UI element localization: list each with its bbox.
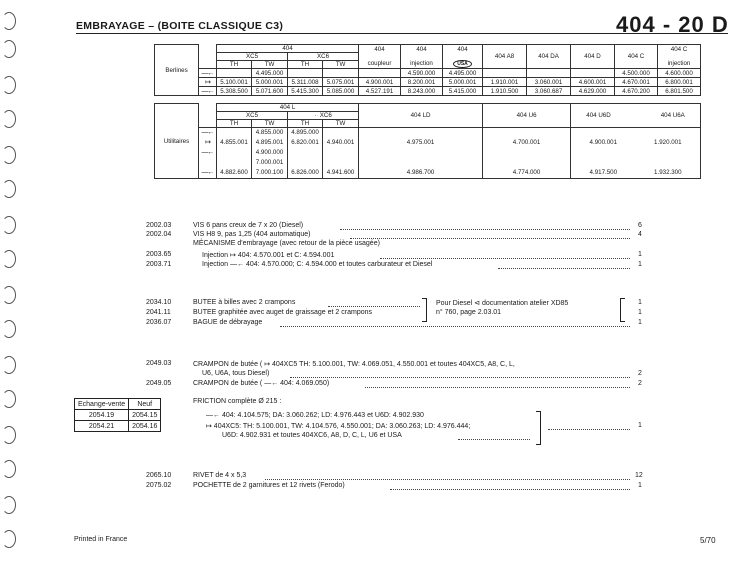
binder-hole <box>2 390 16 408</box>
diesel-note: n° 760, page 2.03.01 <box>436 309 502 316</box>
berlines-table <box>154 44 701 96</box>
tw-header: TW <box>323 61 359 69</box>
th-header: TH <box>288 120 323 128</box>
col-404-coupleur: 404 coupleur <box>359 45 401 69</box>
part-desc: BUTEE à billes avec 2 crampons <box>193 299 296 306</box>
part-ref: 2049.05 <box>146 380 172 387</box>
friction-heading: FRICTION complète Ø 215 : <box>193 398 282 405</box>
bracket <box>620 298 625 322</box>
tw-header: TW <box>252 120 288 128</box>
serial-arrow-icon: ↦ <box>199 78 217 87</box>
part-desc: RIVET de 4 x 5,3 <box>193 472 247 479</box>
part-ref: 2002.03 <box>146 222 172 229</box>
bracket <box>536 411 541 445</box>
part-ref: 2049.03 <box>146 360 172 367</box>
col-404-u6: 404 U6 <box>483 104 571 128</box>
binder-hole <box>2 76 16 94</box>
bracket <box>422 298 427 322</box>
friction-line: U6D: 4.902.931 et toutes 404XC6, A8, D, C, L, U6 et USA <box>222 432 402 439</box>
part-ref: 2034.10 <box>146 299 172 306</box>
part-ref: 2065.10 <box>146 472 172 479</box>
part-desc: VIS 6 pans creux de 7 x 20 (Diesel) <box>193 222 304 229</box>
part-qty: 6 <box>638 222 642 229</box>
new-header: Neuf <box>129 399 161 410</box>
table-row: ↦ 5.100.001 5.000.001 5.311.008 5.075.001 4.900.001 8.200.001 5.000.001 1.910.001 3.060.001 4.600.001 4.670.001 6.800.001 <box>155 78 701 87</box>
utilitaires-label: Utilitaires <box>155 104 199 179</box>
friction-line: ↦ 404XC5: TH: 5.100.001, TW: 4.104.576, 4.550.001; DA: 3.060.263; LD: 4.976.444; <box>206 423 471 430</box>
exchange-table <box>74 398 161 432</box>
header-rule <box>76 33 728 34</box>
th-header: TH <box>217 120 252 128</box>
part-qty: 1 <box>638 299 642 306</box>
printed-note: Printed in France <box>74 536 128 543</box>
col-404-c: 404 C <box>615 45 658 69</box>
part-desc: Injection —← 404: 4.570.000; C: 4.594.000 et toutes carburateur et Diesel <box>202 261 433 268</box>
binder-hole <box>2 426 16 444</box>
binder-hole <box>2 180 16 198</box>
part-ref: 2002.04 <box>146 231 172 238</box>
binder-hole <box>2 40 16 58</box>
usa-badge: USA <box>453 60 472 68</box>
part-qty: 1 <box>638 319 642 326</box>
serial-arrow-icon: —← ↦ —← —← <box>199 128 217 179</box>
utilitaires-table <box>154 103 701 179</box>
part-ref: 2075.02 <box>146 482 172 489</box>
part-desc: Injection ↦ 404: 4.570.001 et C: 4.594.001 <box>202 252 335 259</box>
col-404-ld: 404 LD <box>359 104 483 128</box>
part-desc: CRAMPON de butée ( —← 404: 4.069.050) <box>193 380 330 387</box>
table-row: —← 5.308.500 5.071.600 5.415.300 5.085.000 4.527.191 8.243.000 5.415.000 1.910.500 3.060.687 4.629.000 4.670.200 6.801.500 <box>155 87 701 96</box>
binder-hole <box>2 146 16 164</box>
binder-hole <box>2 356 16 374</box>
th-header: TH <box>217 61 252 69</box>
serial-arrow-icon: —← <box>199 69 217 78</box>
binder-hole <box>2 110 16 128</box>
model-heading: 404 - 20 D <box>616 12 729 37</box>
group-404l: 404 L <box>217 104 359 112</box>
exchange-header: Echange-vente <box>75 399 129 410</box>
part-desc: VIS H8 9, pas 1,25 (404 automatique) <box>193 231 311 238</box>
part-qty: 12 <box>635 472 643 479</box>
part-ref: 2036.07 <box>146 319 172 326</box>
col-404-c-injection: 404 C injection <box>658 45 701 69</box>
table-row: —← 4.495.000 4.590.000 4.495.000 4.500.000 4.600.000 <box>155 69 701 78</box>
col-404-u6d-u6a: 404 U6D 404 U6A <box>571 104 701 128</box>
part-qty: 2 <box>638 370 642 377</box>
part-desc: MÉCANISME d'embrayage (avec retour de la pièce usagée) <box>193 240 380 247</box>
binder-hole <box>2 12 16 30</box>
part-qty: 1 <box>638 422 642 429</box>
xc6-header: XC6 <box>288 53 359 61</box>
diesel-note: Pour Diesel ⊲ documentation atelier XD85 <box>436 300 569 307</box>
page-title: EMBRAYAGE – (BOITE CLASSIQUE C3) <box>76 20 284 32</box>
friction-line: —← 404: 4.104.575; DA: 3.060.262; LD: 4.976.443 et U6D: 4.902.930 <box>206 412 424 419</box>
part-ref: 2003.71 <box>146 261 172 268</box>
tw-header: TW <box>252 61 288 69</box>
binder-hole <box>2 496 16 514</box>
binder-hole <box>2 286 16 304</box>
xc5-header: XC5 <box>217 53 288 61</box>
part-qty: 1 <box>638 251 642 258</box>
table-row: 2054.21 2054.16 <box>75 421 161 432</box>
part-qty: 1 <box>638 309 642 316</box>
table-row: 2054.19 2054.15 <box>75 410 161 421</box>
th-header: TH <box>288 61 323 69</box>
col-404-a8: 404 A8 <box>483 45 527 69</box>
binder-hole <box>2 216 16 234</box>
part-qty: 2 <box>638 380 642 387</box>
part-desc: CRAMPON de butée ( ↦ 404XC5 TH: 5.100.001, TW: 4.069.051, 4.550.001 et toutes 404XC5, A8, C, L, <box>193 361 515 368</box>
group-404: 404 <box>217 45 359 53</box>
berlines-label: Berlines <box>155 45 199 96</box>
serial-arrow-icon: —← <box>199 87 217 96</box>
col-404-usa: 404 USA <box>443 45 483 69</box>
binder-hole <box>2 530 16 548</box>
tw-header: TW <box>323 120 359 128</box>
xc6-header: · XC6 <box>288 112 359 120</box>
col-404-injection: 404 injection <box>401 45 443 69</box>
part-desc: BUTEE graphitée avec auget de graissage et 2 crampons <box>193 309 372 316</box>
part-ref: 2041.11 <box>146 309 171 316</box>
col-404-d: 404 D <box>571 45 615 69</box>
part-desc: POCHETTE de 2 garnitures et 12 rivets (Ferodo) <box>193 482 345 489</box>
part-ref: 2003.65 <box>146 251 172 258</box>
part-qty: 4 <box>638 231 642 238</box>
binder-hole <box>2 250 16 268</box>
part-desc: BAGUE de débrayage <box>193 319 263 326</box>
part-desc: U6, U6A, tous Diesel) <box>202 370 270 377</box>
binder-hole <box>2 320 16 338</box>
part-qty: 1 <box>638 261 642 268</box>
part-qty: 1 <box>638 482 642 489</box>
col-404-da: 404 DA <box>527 45 571 69</box>
table-row: —← ↦ —← —← 4.855.001 4.882.600 4.855.000 4.895.001 4.900.000 7.000.001 7.000.100 4.895.000 6.820.001 6.826.000 4.940.001 4.941.600 4.975.001 4.986.700 4.700.001 4.774.000 4.900.001 1.920.001 4.917.500 1.932.300 <box>155 128 701 179</box>
binder-hole <box>2 460 16 478</box>
page-number: 5/70 <box>700 536 716 545</box>
xc5-header: XC5 <box>217 112 288 120</box>
